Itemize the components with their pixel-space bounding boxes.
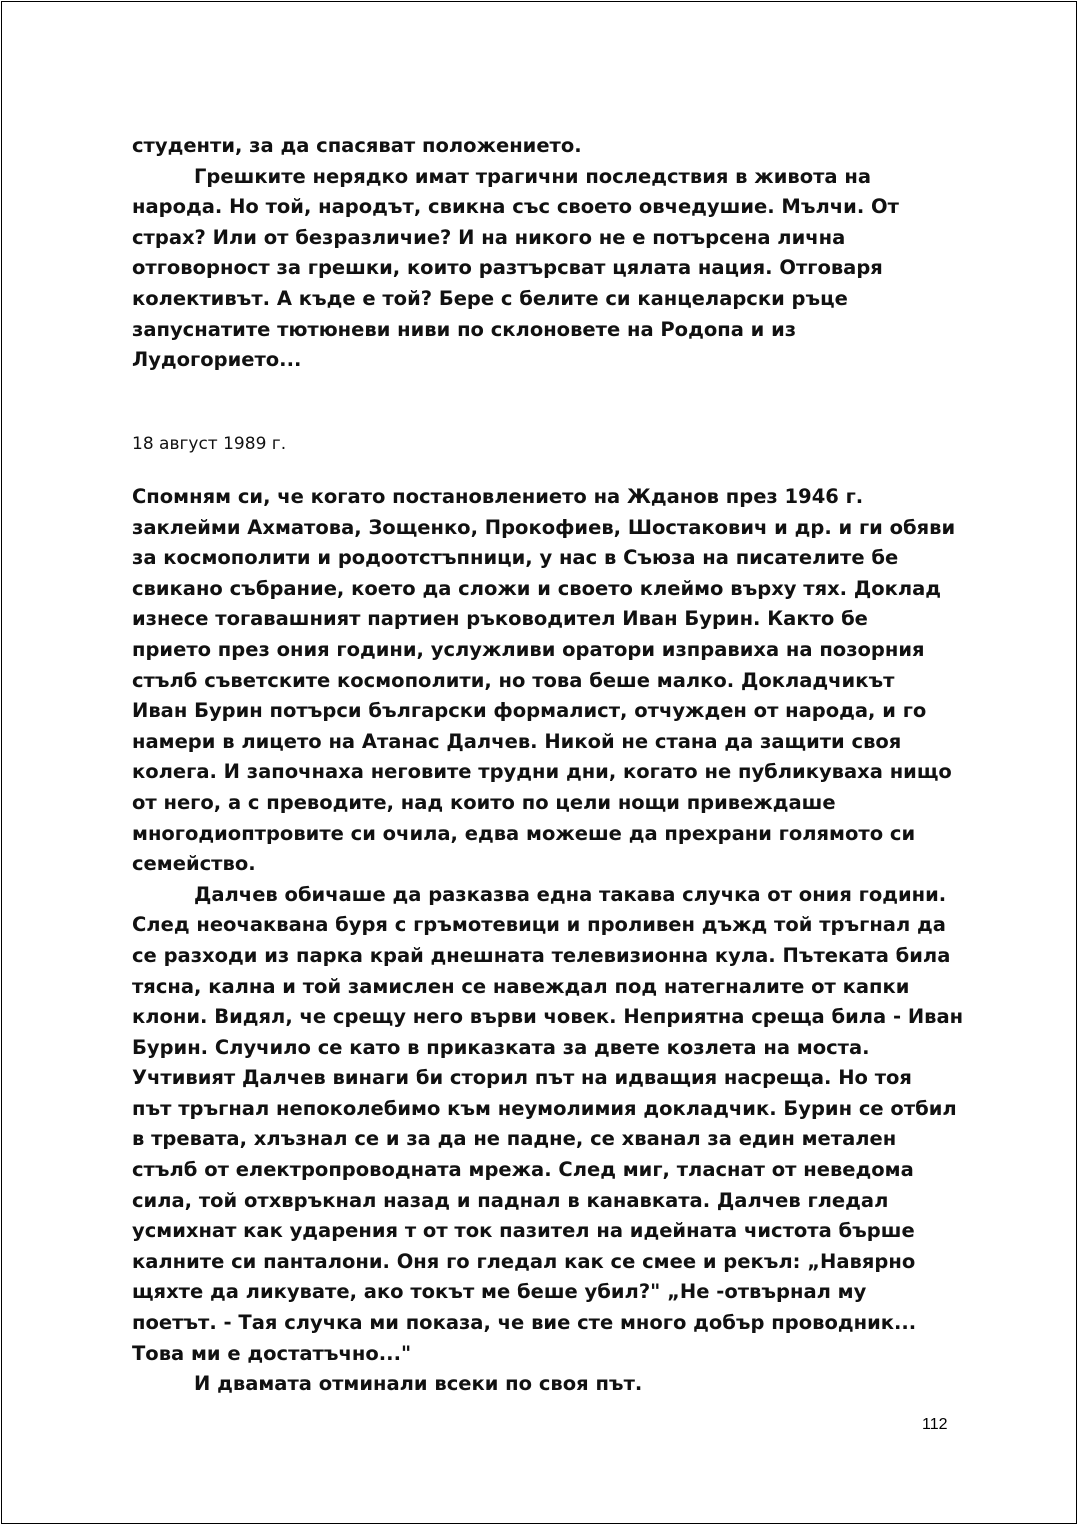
text-line: стълб съветските космополити, но това беше малко. Докладчикът [132, 668, 895, 692]
text-line: народа. Но той, народът, свикна със своето овчедушие. Мълчи. От [132, 195, 899, 219]
text-line: усмихнат как ударения т от ток пазител на идейната чистота бърше [132, 1219, 915, 1243]
text-line: отговорност за грешки, които разтърсват цялата нация. Отговаря [132, 256, 883, 280]
text-line: в тревата, хлъзнал се и за да не падне, се хванал за един метален [132, 1127, 897, 1151]
text-line: за космополити и родоотстъпници, у нас в Съюза на писателите бе [132, 546, 899, 570]
text-line: Спомням си, че когато постановлението на Жданов през 1946 г. [132, 485, 864, 508]
text-line: изнесе тогавашният партиен ръководител Иван Бурин. Както бе [132, 607, 868, 631]
text-line: калните си панталони. Оня го гледал как се смее и рекъл: „Навярно [132, 1249, 916, 1273]
text-line: поетът. - Тая случка ми показа, че вие сте много добър проводник... [132, 1311, 917, 1335]
text-line: И двамата отминали всеки по своя път. [194, 1372, 643, 1396]
text-line: прието през ония години, услужливи оратори изправиха на позорния [132, 637, 925, 661]
text-block-top [132, 131, 947, 376]
text-line: колективът. А къде е той? Бере с белите си канцеларски ръце [132, 286, 848, 310]
text-block-bottom [132, 482, 964, 1400]
text-line: колега. И започнаха неговите трудни дни, когато не публикуваха нищо [132, 760, 952, 784]
text-line: Учтивият Далчев винаги би сторил път на идващия насреща. Но тоя [132, 1066, 912, 1090]
text-line: свикано събрание, което да сложи и своето клеймо върху тях. Доклад [132, 576, 942, 600]
text-line: Иван Бурин потърси български формалист, отчужден от народа, и го [132, 699, 927, 723]
text-line: Грешките нерядко имат трагични последствия в живота на [194, 164, 871, 188]
text-line: запуснатите тютюневи ниви по склоновете на Родопа и из [132, 317, 797, 341]
text-line: път тръгнал непоколебимо към неумолимия докладчик. Бурин се отбил [132, 1096, 957, 1120]
text-line: семейство. [132, 852, 256, 876]
text-line: студенти, за да спасяват положението. [132, 134, 582, 157]
diary-date: 18 август 1989 г. [132, 434, 287, 454]
text-line: от него, а с преводите, над които по цели нощи привеждаше [132, 790, 836, 814]
text-line: многодиоптровите си очила, едва можеше да прехрани голямото си [132, 821, 916, 845]
text-line: се разходи из парка край днешната телевизионна кула. Пътеката била [132, 943, 951, 967]
text-line: намери в лицето на Атанас Далчев. Никой не стана да защити своя [132, 729, 902, 753]
text-line: След неочаквана буря с гръмотевици и проливен дъжд той тръгнал да [132, 913, 946, 937]
text-line: Лудогорието... [132, 348, 302, 372]
text-line: тясна, кална и той замислен се навеждал под натегналите от капки [132, 974, 910, 998]
text-line: клони. Видял, че срещу него върви човек. Неприятна среща била - Иван [132, 1005, 964, 1029]
text-line: страх? Или от безразличие? И на никого не е потърсена лична [132, 225, 846, 249]
text-line: стълб от електропроводната мрежа. След миг, тласнат от неведома [132, 1158, 914, 1182]
document-page [1, 1, 1077, 1524]
text-line: сила, той отхвръкнал назад и паднал в канавката. Далчев гледал [132, 1188, 889, 1212]
text-line: Това ми е достатъчно..." [132, 1341, 412, 1365]
text-line: щяхте да ликувате, ако токът ме беше убил?" „Не -отвърнал му [132, 1280, 867, 1304]
text-line: Бурин. Случило се като в приказката за двете козлета на моста. [132, 1035, 870, 1059]
page-number: 112 [922, 1416, 948, 1433]
text-line: Далчев обичаше да разказва една такава случка от ония години. [194, 882, 947, 906]
text-line: заклейми Ахматова, Зощенко, Прокофиев, Шостакович и др. и ги обяви [132, 515, 956, 539]
